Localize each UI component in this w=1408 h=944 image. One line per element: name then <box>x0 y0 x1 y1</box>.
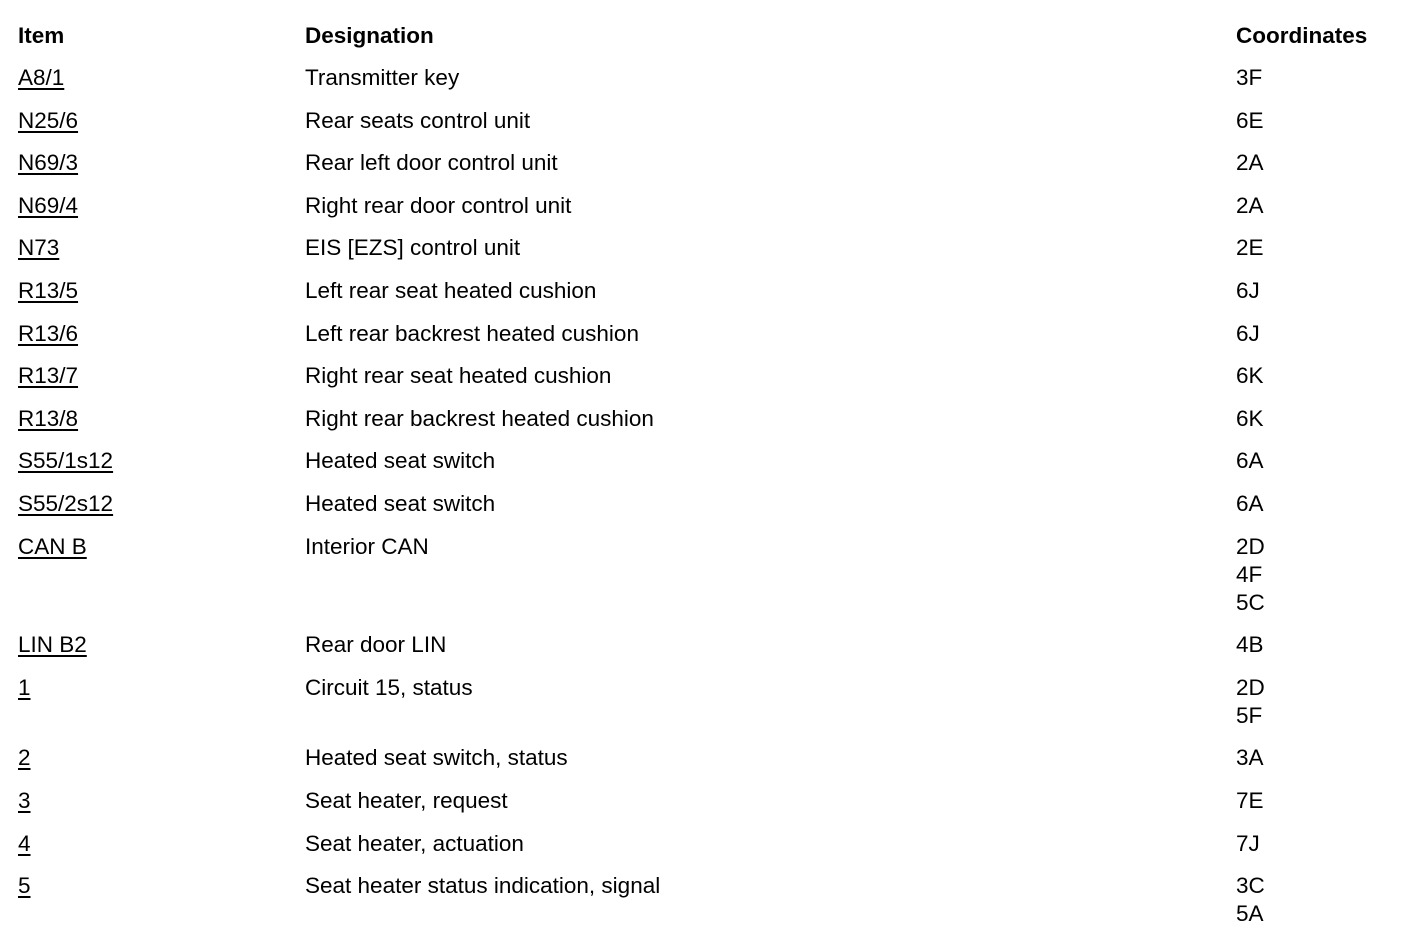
coordinate-value: 2A <box>1236 192 1264 218</box>
coordinates-cell <box>1236 107 1264 135</box>
coordinates-cell <box>1236 64 1262 92</box>
header-coordinates: Coordinates <box>1236 23 1368 48</box>
coordinate-value: 6K <box>1236 363 1264 389</box>
designation-cell: Heated seat switch, status <box>305 745 568 771</box>
item-link[interactable]: 5 <box>18 873 31 899</box>
coordinates-cell <box>1236 320 1260 348</box>
designation-cell: Right rear backrest heated cushion <box>305 405 654 431</box>
item-link[interactable]: R13/7 <box>18 363 79 389</box>
coordinates-cell <box>1236 490 1264 518</box>
coordinate-value: 6E <box>1236 107 1264 133</box>
designation-cell: Left rear backrest heated cushion <box>305 320 639 346</box>
designation-cell: Rear left door control unit <box>305 150 558 176</box>
designation-cell: Rear door LIN <box>305 632 447 658</box>
item-link[interactable]: S55/2s12 <box>18 491 114 516</box>
coordinates-cell <box>1236 830 1260 858</box>
designation-cell: Heated seat switch <box>305 448 496 474</box>
item-link[interactable]: R13/5 <box>18 278 79 303</box>
designation-cell: Heated seat switch <box>305 491 496 516</box>
designation-cell: Left rear seat heated cushion <box>305 278 597 303</box>
coordinate-value: 6K <box>1236 405 1264 431</box>
item-link[interactable]: A8/1 <box>18 65 65 90</box>
designation-cell: Right rear door control unit <box>305 192 572 218</box>
item-link[interactable]: N73 <box>18 235 60 261</box>
coordinate-value: 2D <box>1236 533 1265 559</box>
coordinate-value: 3C <box>1236 873 1265 899</box>
designation-cell: Seat heater, request <box>305 788 508 813</box>
designation-cell: Interior CAN <box>305 533 429 559</box>
designation-cell: Rear seats control unit <box>305 107 531 133</box>
coordinate-value: 6J <box>1236 278 1260 303</box>
coordinates-cell <box>1236 744 1264 772</box>
item-link[interactable]: R13/6 <box>18 320 79 346</box>
coordinate-value: 5C <box>1236 589 1265 615</box>
item-link[interactable]: S55/1s12 <box>18 448 114 474</box>
coordinates-cell <box>1236 631 1264 659</box>
coordinates-cell <box>1236 405 1264 433</box>
coordinates-cell <box>1236 362 1264 390</box>
designation-cell: Seat heater, actuation <box>305 830 524 856</box>
coordinate-value: 2A <box>1236 150 1264 176</box>
coordinates-cell <box>1236 234 1264 262</box>
coordinate-value: 4F <box>1236 561 1263 587</box>
coordinates-cell <box>1236 277 1260 305</box>
coordinates-cell <box>1236 149 1264 177</box>
coordinate-value: 6J <box>1236 320 1260 346</box>
designation-cell: Right rear seat heated cushion <box>305 363 612 389</box>
coordinate-value: 3A <box>1236 745 1264 771</box>
designation-cell: Seat heater status indication, signal <box>305 873 661 899</box>
coordinate-value: 3F <box>1236 65 1263 90</box>
coordinates-cell <box>1236 192 1264 220</box>
coordinate-value: 4B <box>1236 632 1264 658</box>
designation-cell: Transmitter key <box>305 65 460 90</box>
header-designation: Designation <box>305 23 434 48</box>
item-link[interactable]: 4 <box>18 830 31 856</box>
coordinate-value: 2D <box>1236 674 1265 700</box>
coordinate-value: 7J <box>1236 830 1260 856</box>
coordinates-cell <box>1236 787 1264 815</box>
coordinate-value: 5F <box>1236 702 1263 728</box>
item-link[interactable]: N25/6 <box>18 107 79 133</box>
coordinates-cell <box>1236 872 1265 928</box>
coordinate-value: 2E <box>1236 235 1264 261</box>
coordinates-cell <box>1236 533 1265 617</box>
coordinate-value: 5A <box>1236 901 1264 927</box>
item-link[interactable]: 3 <box>18 788 31 813</box>
header-item: Item <box>18 23 65 48</box>
coordinate-value: 6A <box>1236 448 1264 474</box>
item-link[interactable]: R13/8 <box>18 405 79 431</box>
coordinate-value: 6A <box>1236 491 1264 516</box>
designation-cell: Circuit 15, status <box>305 674 473 700</box>
item-link[interactable]: N69/3 <box>18 150 79 176</box>
designation-cell: EIS [EZS] control unit <box>305 235 521 261</box>
item-link[interactable]: 2 <box>18 745 31 771</box>
item-link[interactable]: LIN B2 <box>18 632 87 658</box>
coordinates-cell <box>1236 447 1264 475</box>
item-link[interactable]: CAN B <box>18 533 87 559</box>
coordinates-cell <box>1236 674 1265 730</box>
item-link[interactable]: N69/4 <box>18 192 79 218</box>
coordinate-value: 7E <box>1236 788 1264 813</box>
item-link[interactable]: 1 <box>18 674 31 700</box>
